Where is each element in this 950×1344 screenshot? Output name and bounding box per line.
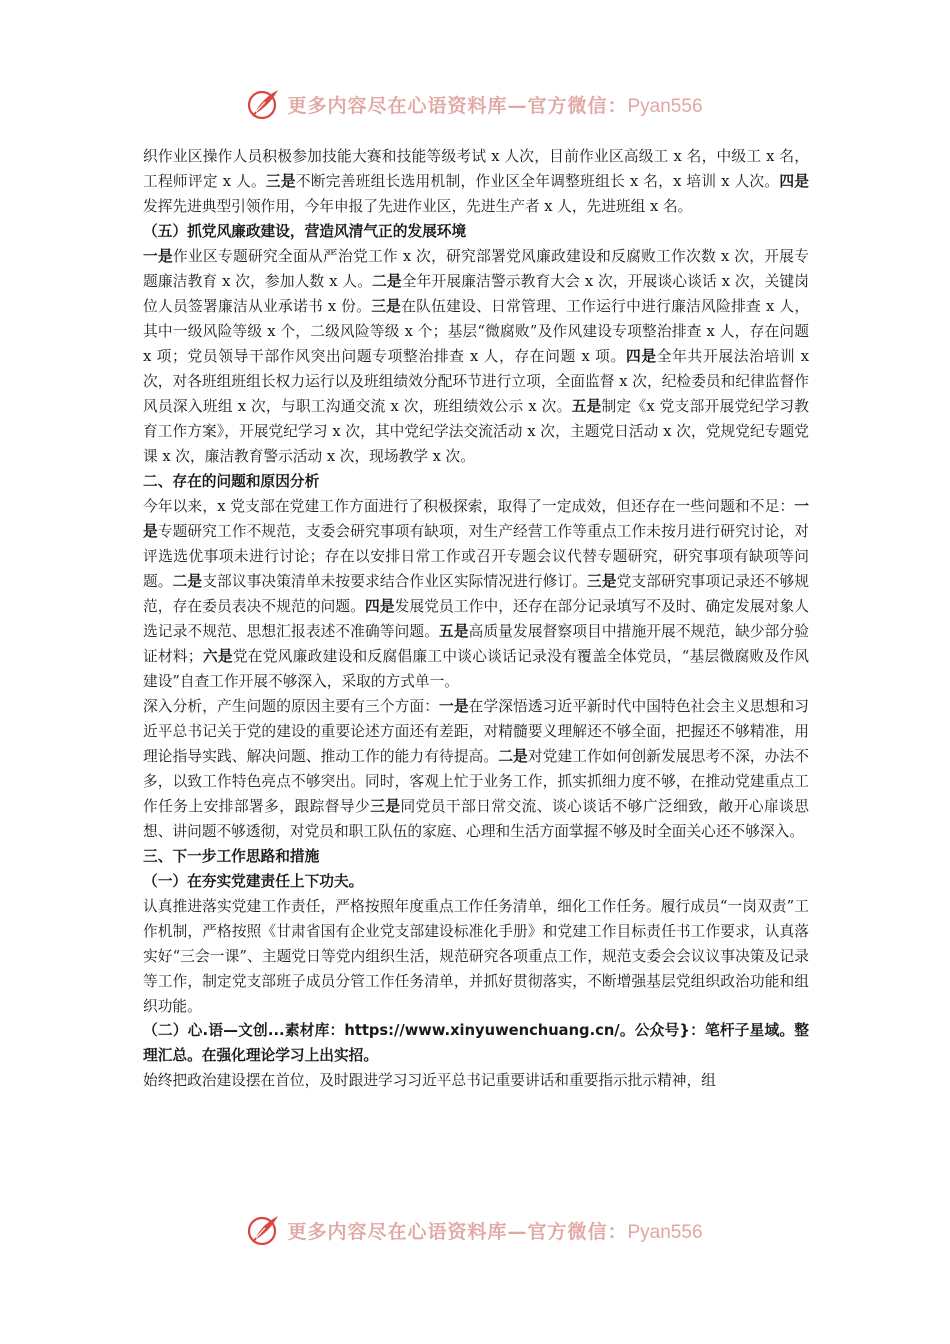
bold-marker: 一是 [143,248,173,265]
banner-wechat-id: Pyan556 [627,1221,703,1243]
text-run: 同党员干部日常交流、谈心谈话不够广泛细致，敞开心扉谈思想、讲问题不够透彻，对党员和职工队伍的家庭、心理和生活方面掌握不够及时全面关心还不够深入。 [143,798,809,840]
chapter-heading-3: 三、下一步工作思路和措施 [143,848,320,865]
section-heading-5: （五）抓党风廉政建设，营造风清气正的发展环境 [143,223,467,240]
bold-marker: 六是 [202,648,233,665]
bold-marker: 五是 [571,398,602,415]
paragraph-theory: 始终把政治建设摆在首位，及时跟进学习习近平总书记重要讲话和重要指示批示精神，组 [143,1072,716,1089]
text-run: 不断完善班组长选用机制，作业区全年调整班组长 x 名，x 培训 x 人次。 [295,173,780,190]
banner-text-cn: 更多内容尽在心语资料库—官方微信： [287,94,628,117]
bold-marker: 四是 [365,598,395,615]
banner-text-cn: 更多内容尽在心语资料库—官方微信： [287,1220,628,1243]
bold-marker: 三是 [265,173,296,190]
subheading-3-2: （二）心.语—文创...素材库：https://www.xinyuwenchuang.cn/。公众号}：笔杆子星域。整理汇总。在强化理论学习上出实招。 [143,1022,809,1064]
text-run: 发展党员工作中，还存在部分记录填写不及时、确定发展对象人选记录不规范、思想汇报表述不准确等问题。 [143,598,809,640]
text-run: 党在党风廉政建设和反腐倡廉工中谈心谈话记录没有覆盖全体党员，“基层微腐败及作风建设”自查工作开展不够深入，采取的方式单一。 [143,648,809,690]
footer-watermark-banner [0,1210,950,1250]
text-run: 对党建工作如何创新发展思考不深，办法不多，以致工作特色亮点不够突出。同时，客观上忙于业务工作，抓实抓细力度不够，在推动党建重点工作任务上安排部署多，跟踪督导少 [143,748,809,815]
bold-marker: 三是 [370,798,401,815]
text-run: 高质量发展督察项目中措施开展不规范，缺少部分验证材料； [143,623,809,665]
text-run: 在队伍建设、日常管理、工作运行中进行廉洁风险排查 x 人，其中一级风险等级 x 个，二级风险等级 x 个；基层“微腐败”及作风建设专项整治排查 x 人，存在问题 x 项；党员领导干部作风突出问题专项整治排查 x 人，存在问题 x 项。 [143,298,810,365]
text-run: 全年共开展法治培训 x 次，对各班组班组长权力运行以及班组绩效分配环节进行立项，全面监督 x 次，纪检委员和纪律监督作风员深入班组 x 次，与职工沟通交流 x 次，班组绩效公示 x 次。 [143,348,810,415]
paragraph-training [143,144,809,219]
text-run: 党支部研究事项记录还不够规范，存在委员表决不规范的问题。 [143,573,809,615]
text-run: 支部议事决策清单未按要求结合作业区实际情况进行修订。 [202,573,588,590]
text-run: 织作业区操作人员积极参加技能大赛和技能等级考试 x 人次，目前作业区高级工 x 名，中级工 x 名，工程师评定 x 人。 [143,148,809,190]
text-run: 发挥先进典型引领作用，今年申报了先进作业区，先进生产者 x 人，先进班组 x 名。 [143,198,693,215]
text-run: 今年以来，x 党支部在党建工作方面进行了积极探索，取得了一定成效，但还存在一些问题和不足： [143,498,795,515]
bold-marker: 一是 [143,498,809,540]
bold-marker: 四是 [625,348,657,365]
paragraph-integrity [143,244,809,469]
text-run: 作业区专题研究全面从严治党工作 x 次，研究部署党风廉政建设和反腐败工作次数 x 次，开展专题廉洁教育 x 次，参加人数 x 人。 [143,248,809,290]
quill-pen-in-circle-icon [247,87,281,121]
paragraph-problems [143,494,809,694]
banner-wechat-id: Pyan556 [627,95,703,117]
quill-pen-in-circle-icon [247,1213,281,1247]
subheading-3-1: （一）在夯实党建责任上下功夫。 [143,873,364,890]
bold-marker: 三是 [587,573,617,590]
bold-marker: 三是 [371,298,402,315]
text-run: 全年开展廉洁警示教育大会 x 次，开展谈心谈话 x 次，关键岗位人员签署廉洁从业承诺书 x 份。 [143,273,809,315]
text-run: 制定《x 党支部开展党纪学习教育工作方案》，开展党纪学习 x 次，其中党纪学法交流活动 x 次，主题党日活动 x 次，党规党纪专题党课 x 次，廉洁教育警示活动 x 次，现场教学 x 次。 [143,398,809,465]
text-run: 在学深悟透习近平新时代中国特色社会主义思想和习近平总书记关于党的建设的重要论述方面还有差距，对精髓要义理解还不够全面，把握还不够精准，用理论指导实践、解决问题、推动工作的能力有待提高。 [143,698,809,765]
text-run: 深入分析，产生问题的原因主要有三个方面： [143,698,440,715]
bold-marker: 二是 [498,748,528,765]
document-body [143,144,809,1093]
text-run: 专题研究工作不规范，支委会研究事项有缺项，对生产经营工作等重点工作未按月进行研究讨论，对评选选优事项未进行讨论；存在以安排日常工作或召开专题会议代替专题研究，研究事项有缺项等问题。 [143,523,809,590]
paragraph-responsibility: 认真推进落实党建工作责任，严格按照年度重点工作任务清单，细化工作任务。履行成员“一岗双责”工作机制，严格按照《甘肃省国有企业党支部建设标准化手册》和党建工作目标责任书工作要求，认真落实好“三会一课”、主题党日等党内组织生活，规范研究各项重点工作，规范支委会会议议事决策及记录等工作，制定党支部班子成员分管工作任务清单，并抓好贯彻落实，不断增强基层党组织政治功能和组织功能。 [143,898,809,1015]
bold-marker: 二是 [372,273,402,290]
paragraph-causes [143,694,809,844]
header-watermark-banner [0,84,950,124]
bold-marker: 五是 [439,623,469,640]
bold-marker: 二是 [172,573,203,590]
banner-text [287,1217,702,1244]
chapter-heading-2: 二、存在的问题和原因分析 [143,473,320,490]
bold-marker: 一是 [439,698,469,715]
banner-text [287,91,702,118]
bold-marker: 四是 [779,173,809,190]
